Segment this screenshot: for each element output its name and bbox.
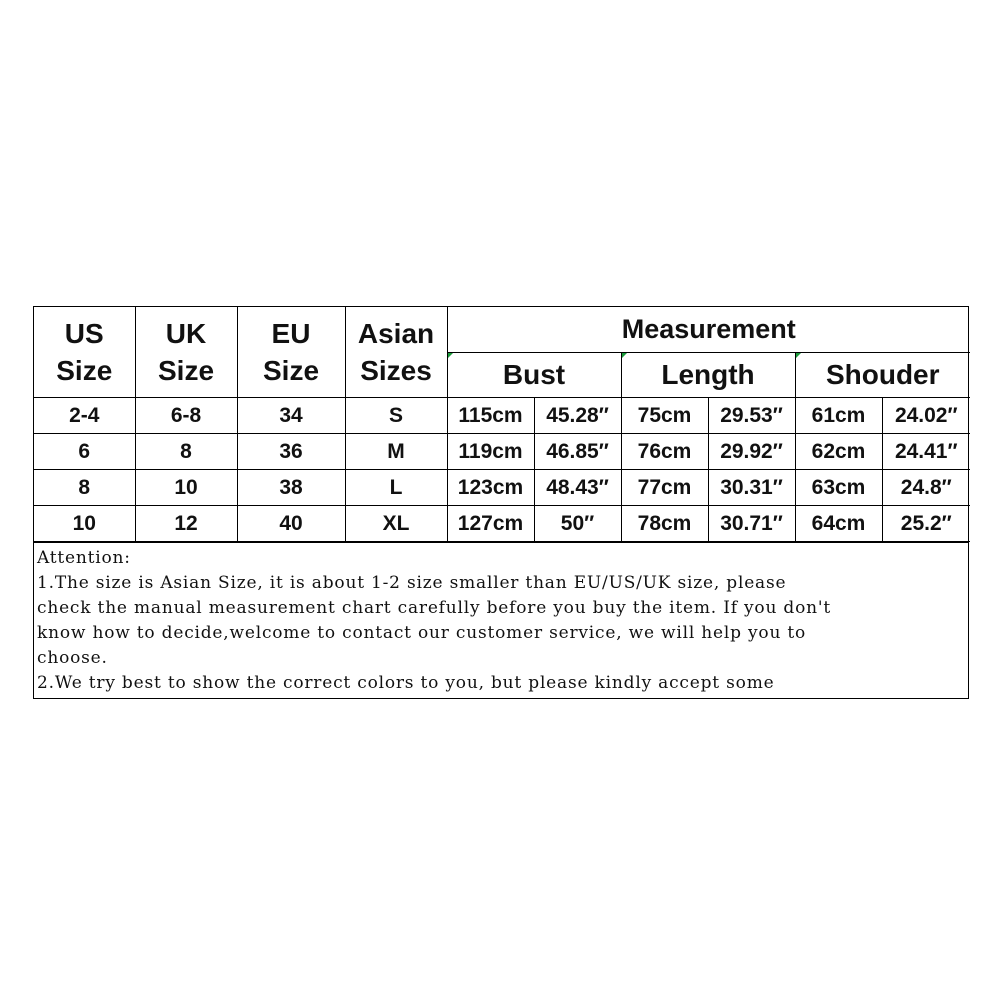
attention-line: choose.	[37, 648, 108, 668]
asian-size-cell: L	[345, 470, 447, 506]
us-size-cell: 8	[34, 470, 135, 506]
bust-cm-cell: 115cm	[447, 398, 534, 434]
table-row	[34, 506, 970, 542]
eu-size-cell: 36	[237, 434, 345, 470]
table-row	[34, 398, 970, 434]
length-header: Length	[621, 353, 795, 398]
uk-size-cell: 6-8	[135, 398, 237, 434]
attention-line: 1.The size is Asian Size, it is about 1-2 size smaller than EU/US/UK size, please	[37, 573, 787, 593]
shoulder-header: Shouder	[795, 353, 970, 398]
shoulder-inch-cell: 24.41″	[882, 434, 970, 470]
table-row	[34, 434, 970, 470]
bust-inch-cell: 48.43″	[534, 470, 621, 506]
corner-mark-icon	[448, 353, 453, 358]
bust-inch-cell: 50″	[534, 506, 621, 542]
attention-note	[34, 542, 968, 698]
shoulder-inch-cell: 25.2″	[882, 506, 970, 542]
length-inch-cell: 29.92″	[708, 434, 795, 470]
shoulder-cm-cell: 64cm	[795, 506, 882, 542]
eu-size-cell: 34	[237, 398, 345, 434]
bust-cm-cell: 127cm	[447, 506, 534, 542]
corner-mark-icon	[796, 353, 801, 358]
size-table	[34, 307, 970, 542]
length-inch-cell: 30.71″	[708, 506, 795, 542]
asian-size-header: Asian Sizes	[345, 307, 447, 398]
eu-size-cell: 40	[237, 506, 345, 542]
corner-mark-icon	[622, 353, 627, 358]
us-size-cell: 10	[34, 506, 135, 542]
length-cm-cell: 76cm	[621, 434, 708, 470]
attention-heading: Attention:	[37, 548, 131, 568]
asian-size-cell: XL	[345, 506, 447, 542]
uk-size-cell: 12	[135, 506, 237, 542]
measurement-header: Measurement	[447, 307, 970, 353]
length-inch-cell: 29.53″	[708, 398, 795, 434]
shoulder-cm-cell: 61cm	[795, 398, 882, 434]
eu-size-cell: 38	[237, 470, 345, 506]
length-inch-cell: 30.31″	[708, 470, 795, 506]
bust-cm-cell: 119cm	[447, 434, 534, 470]
attention-line: check the manual measurement chart carefully before you buy the item. If you don't	[37, 598, 831, 618]
table-row	[34, 470, 970, 506]
bust-cm-cell: 123cm	[447, 470, 534, 506]
shoulder-cm-cell: 63cm	[795, 470, 882, 506]
us-size-cell: 2-4	[34, 398, 135, 434]
uk-size-header: UK Size	[135, 307, 237, 398]
length-cm-cell: 77cm	[621, 470, 708, 506]
bust-inch-cell: 45.28″	[534, 398, 621, 434]
uk-size-cell: 10	[135, 470, 237, 506]
size-chart	[33, 306, 969, 699]
uk-size-cell: 8	[135, 434, 237, 470]
shoulder-inch-cell: 24.02″	[882, 398, 970, 434]
attention-line: 2.We try best to show the correct colors to you, but please kindly accept some	[37, 673, 775, 693]
attention-line: know how to decide,welcome to contact our customer service, we will help you to	[37, 623, 807, 643]
bust-inch-cell: 46.85″	[534, 434, 621, 470]
us-size-cell: 6	[34, 434, 135, 470]
eu-size-header: EU Size	[237, 307, 345, 398]
us-size-header: US Size	[34, 307, 135, 398]
asian-size-cell: M	[345, 434, 447, 470]
asian-size-cell: S	[345, 398, 447, 434]
shoulder-cm-cell: 62cm	[795, 434, 882, 470]
bust-header: Bust	[447, 353, 621, 398]
length-cm-cell: 78cm	[621, 506, 708, 542]
shoulder-inch-cell: 24.8″	[882, 470, 970, 506]
length-cm-cell: 75cm	[621, 398, 708, 434]
